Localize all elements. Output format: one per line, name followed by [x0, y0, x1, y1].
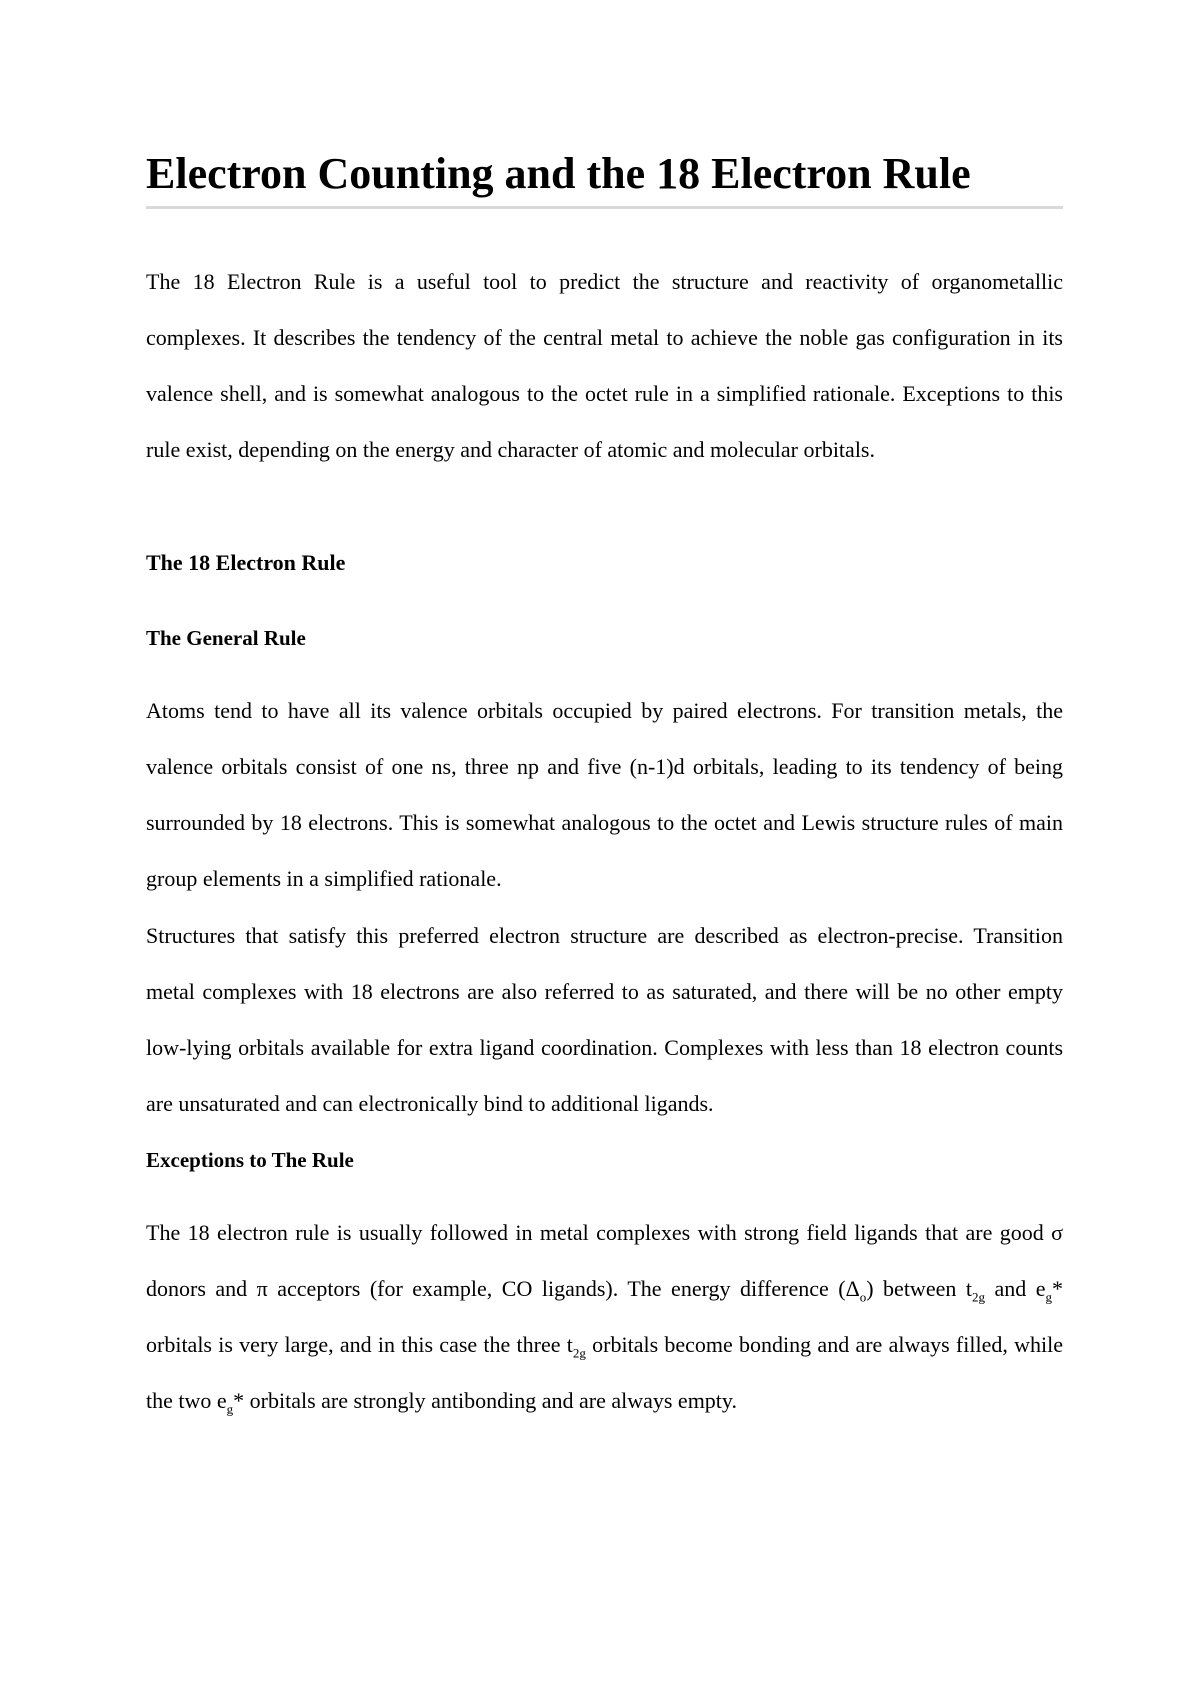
exceptions-paragraph: The 18 electron rule is usually followed in metal complexes with strong field ligands that are good σ donors and π acceptors (for example, CO ligands). The energy difference $(\Delta_o)$ between $t_{2g}$ and $e_g*$ orbitals is very large, and in this case the three $t_{2g}$ orbitals become bonding and are always filled, while the two $e_g*$ orbitals are strongly antibonding and are always empty. [146, 1220, 1063, 1417]
section-heading-exceptions: Exceptions to The Rule [146, 1148, 354, 1172]
general-rule-paragraph: Atoms tend to have all its valence orbitals occupied by paired electrons. For transition metals, the valence orbitals consist of one ns, three np and five (n-1)d orbitals, leading to its tendency of being surrounded by 18 electrons. This is somewhat analogous to the octet and Lewis structure rules of main group elements in a simplified rationale. [146, 698, 1063, 891]
document-title: Electron Counting and the 18 Electron Rule [146, 149, 971, 198]
subsection-heading-general-rule: The General Rule [146, 626, 306, 650]
intro-paragraph: The 18 Electron Rule is a useful tool to predict the structure and reactivity of organometallic complexes. It describes the tendency of the central metal to achieve the noble gas configuration in its valence shell, and is somewhat analogous to the octet rule in a simplified rationale. Exceptions to this rule exist, depending on the energy and character of atomic and molecular orbitals. [146, 269, 1063, 462]
section-heading-18-electron-rule: The 18 Electron Rule [146, 550, 346, 575]
title-underline [146, 206, 1063, 209]
electron-precise-paragraph: Structures that satisfy this preferred electron structure are described as electron-precise. Transition metal complexes with 18 electrons are also referred to as saturated, and there will be no other empty low-lying orbitals available for extra ligand coordination. Complexes with less than 18 electron counts are unsaturated and can electronically bind to additional ligands. [146, 923, 1063, 1116]
